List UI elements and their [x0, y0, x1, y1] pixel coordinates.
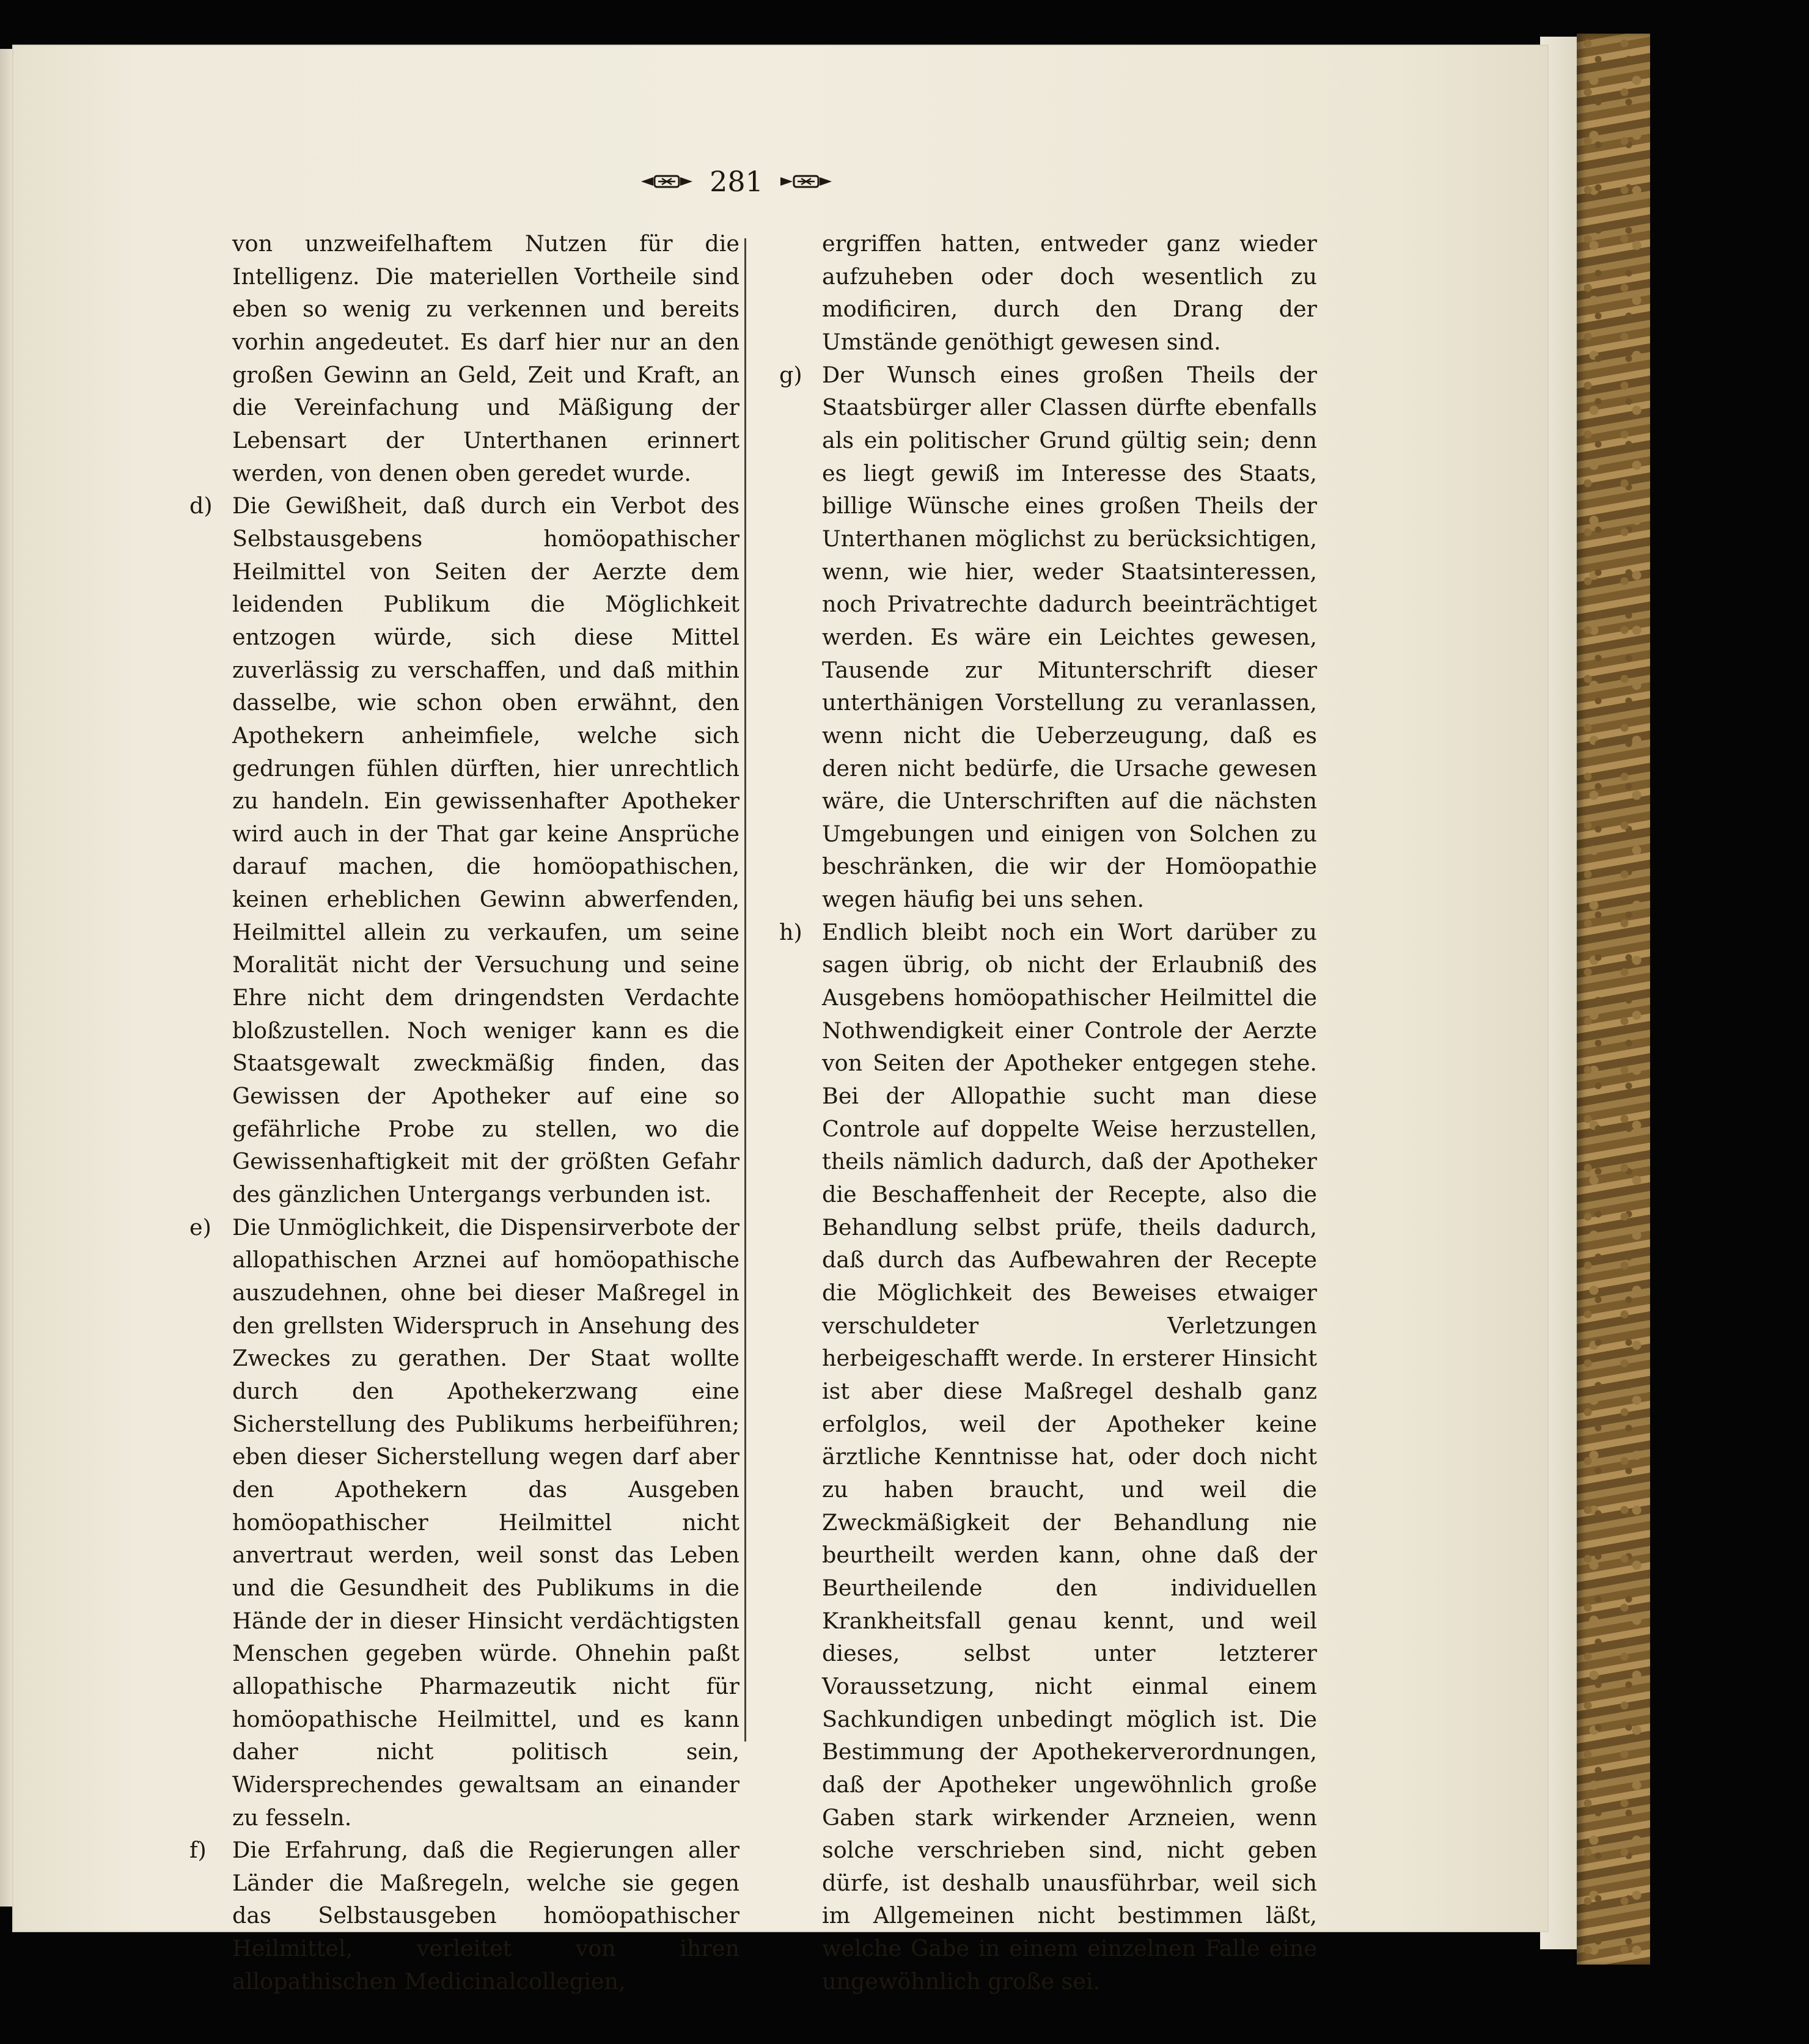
paragraph-text: ergriffen hatten, entweder ganz wieder aufzuheben oder doch wesentlich zu modificiren, durch den Drang der Umstände genöthigt gewesen sind. — [822, 230, 1317, 355]
paragraph-continued — [822, 227, 1317, 359]
show-through-stamp — [926, 1735, 1341, 1760]
paragraph-e — [189, 1211, 739, 1834]
paragraph-text: Die Gewißheit, daß durch ein Verbot des Selbstausgebens homöopathischer Heilmittel von Seiten der Aerzte dem leidenden Publikum die Möglichkeit entzogen würde, sich diese Mittel zuverlässig zu verschaffen, und daß mithin dasselbe, wie schon oben erwähnt, den Apothekern anheimfiele, welche sich gedrungen fühlen dürften, hier unrechtlich zu handeln. Ein gewissenhafter Apotheker wird auch in der That gar keine Ansprüche darauf machen, die homöopathischen, keinen erheblichen Gewinn abwerfenden, Heilmittel allein zu verkaufen, um seine Moralität nicht der Versuchung und seine Ehre nicht dem dringendsten Verdachte bloßzustellen. Noch weniger kann es die Staatsgewalt zweckmäßig finden, das Gewissen der Apotheker auf eine so gefährliche Probe zu stellen, wo die Gewissenhaftigkeit mit der größten Gefahr des gänzlichen Untergangs verbunden ist. — [232, 493, 739, 1208]
right-ornament-icon — [779, 172, 833, 191]
paragraph-text: Der Wunsch eines großen Theils der Staatsbürger aller Classen dürfte ebenfalls als ein politischer Grund gültig sein; denn es liegt gewiß im Interesse des Staats, billige Wünsche eines großen Theils der Unterthanen möglichst zu berücksichtigen, wenn, wie hier, weder Staatsinteressen, noch Privatrechte dadurch beeinträchtiget werden. Es wäre ein Leichtes gewesen, Tausende zur Mitunterschrift dieser unterthänigen Vorstellung zu veranlassen, wenn nicht die Ueberzeugung, daß es deren nicht bedürfe, die Ursache gewesen wäre, die Unterschriften auf die nächsten Umgebungen und einigen von Solchen zu beschränken, die wir der Homöopathie wegen häufig bei uns sehen. — [822, 361, 1317, 913]
paragraph-continued — [232, 227, 739, 489]
list-marker: g) — [779, 361, 802, 388]
paragraph-g — [779, 359, 1317, 916]
right-column — [779, 227, 1317, 1998]
previous-page-edge — [0, 49, 13, 1907]
list-marker: e) — [189, 1214, 211, 1240]
paragraph-h — [779, 916, 1317, 1998]
page-number: 281 — [710, 165, 763, 198]
paragraph-text: Endlich bleibt noch ein Wort darüber zu sagen übrig, ob nicht der Erlaubniß des Ausgebens homöopathischer Heilmittel die Nothwendigkeit einer Controle der Aerzte von Seiten der Apotheker entgegen stehe. Bei der Allopathie sucht man diese Controle auf doppelte Weise herzustellen, theils nämlich dadurch, daß der Apotheker die Beschaffenheit der Recepte, also die Behandlung selbst prüfe, theils dadurch, daß durch das Aufbewahren der Recepte die Möglichkeit des Beweises etwaiger verschuldeter Verletzungen herbeigeschafft werde. In ersterer Hinsicht ist aber diese Maßregel deshalb ganz erfolglos, weil der Apotheker keine ärztliche Kenntnisse hat, oder doch nicht zu haben braucht, und weil die Zweckmäßigkeit der Behandlung nie beurtheilt werden kann, ohne daß der Beurtheilende den individuellen Krankheitsfall genau kennt, und weil dieses, selbst unter letzterer Voraussetzung, nicht einmal einem Sachkundigen unbedingt möglich ist. Die Bestimmung der Apothekerverordnungen, daß der Apotheker ungewöhnlich große Gaben stark wirkender Arzneien, wenn solche verschrieben sind, nicht geben dürfe, ist deshalb unausführbar, weil sich im Allgemeinen nicht bestimmen läßt, welche Gabe in einem einzelnen Falle eine ungewöhnlich große sei. — [822, 918, 1317, 1995]
list-marker: f) — [189, 1837, 207, 1864]
page-header — [620, 160, 853, 203]
left-column — [189, 227, 739, 1998]
list-marker: h) — [779, 918, 802, 945]
paragraph-d — [189, 489, 739, 1211]
list-marker: d) — [189, 493, 213, 519]
paragraph-f — [189, 1834, 739, 1998]
paragraph-text: von unzweifelhaftem Nutzen für die Intelligenz. Die materiellen Vortheile sind eben so wenig zu verkennen und bereits vorhin angedeutet. Es darf hier nur an den großen Gewinn an Geld, Zeit und Kraft, an die Vereinfachung und Mäßigung der Lebensart der Unterthanen erinnert werden, von denen oben geredet wurde. — [232, 230, 739, 486]
column-divider — [744, 238, 746, 1742]
paragraph-text: Die Unmöglichkeit, die Dispensirverbote der allopathischen Arznei auf homöopathische auszudehnen, ohne bei dieser Maßregel in den grellsten Widerspruch in Ansehung des Zweckes zu gerathen. Der Staat wollte durch den Apothekerzwang eine Sicherstellung des Publikums herbeiführen; eben dieser Sicherstellung wegen darf aber den Apothekern das Ausgeben homöopathischer Heilmittel nicht anvertraut werden, weil sonst das Leben und die Gesundheit des Publikums in die Hände der in dieser Hinsicht verdächtigsten Menschen gegeben würde. Ohnehin paßt allopathische Pharmazeutik nicht für homöopathische Heilmittel, und es kann daher nicht politisch sein, Widersprechendes gewaltsam an einander zu fesseln. — [232, 1214, 739, 1831]
paragraph-text: Die Erfahrung, daß die Regierungen aller Länder die Maßregeln, welche sie gegen das Selbstausgeben homöopathischer Heilmittel, verleitet von ihren allopathischen Medicinalcollegien, — [232, 1837, 739, 1995]
book-cover-edge — [1577, 34, 1650, 1965]
left-ornament-icon — [640, 172, 694, 191]
